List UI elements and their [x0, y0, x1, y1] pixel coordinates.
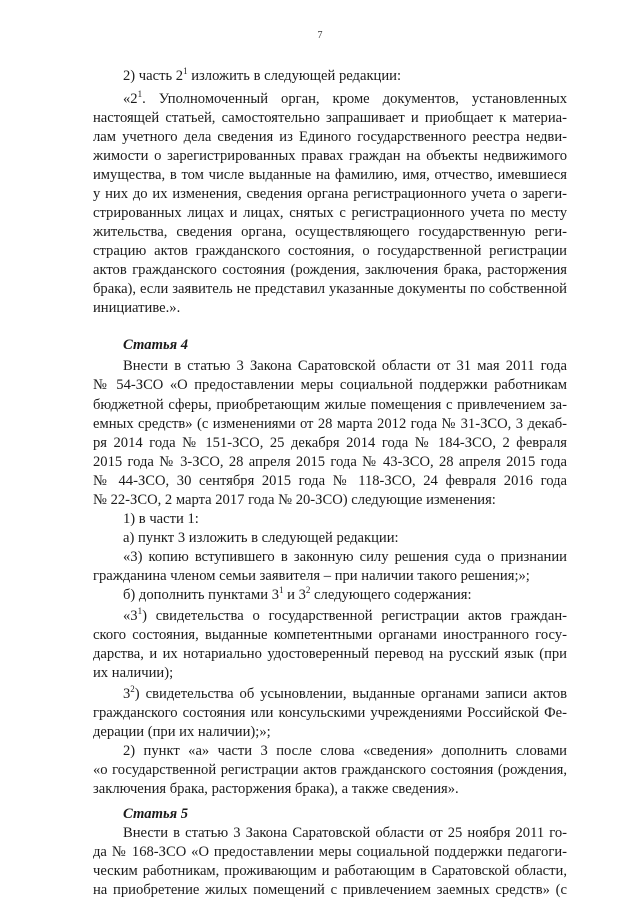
paragraph-line: № 22-ЗСО, 2 марта 2017 года № 20-ЗСО) следующие изменения: — [93, 491, 496, 508]
paragraph-line: на приобретение жилых помещений с привлечением заемных средств» (с — [93, 882, 567, 898]
paragraph-line: № 44-ЗСО, 30 сентября 2015 года № 118-ЗСО, 24 февраля 2016 года — [93, 472, 567, 489]
text: «2 — [123, 90, 138, 107]
superscript: 2 — [130, 683, 135, 694]
paragraph-line: их наличии); — [93, 664, 174, 681]
text: следующего содержания: — [310, 586, 472, 603]
paragraph-line: дарства, и их нотариально удостоверенный перевод на русский язык (при — [93, 645, 567, 662]
text: . Уполномоченный орган, кроме документов, установленных — [142, 90, 567, 107]
page-number: 7 — [317, 30, 323, 41]
paragraph-line: ческим работникам, проживающим и работающим в Саратовской области, — [93, 863, 567, 879]
paragraph-line: 1) в части 1: — [123, 510, 199, 527]
text: изложить в следующей редакции: — [187, 68, 402, 84]
paragraph-line: бюджетной сферы, приобретающим жилые помещения с привлечением за- — [93, 396, 567, 413]
paragraph-line: гражданского состояния или консульскими учреждениями Российской Фе- — [93, 704, 567, 721]
paragraph-line: брака), если заявитель не представил указанные документы по собственной — [93, 281, 567, 298]
superscript: 2 — [305, 584, 311, 595]
text: 3 — [123, 685, 131, 702]
paragraph-line: № 54-ЗСО «О предоставлении меры социальной поддержки работникам — [93, 377, 567, 394]
paragraph-line — [123, 89, 567, 109]
paragraph-line — [123, 684, 567, 704]
paragraph-line: Внести в статью 3 Закона Саратовской области от 25 ноября 2011 го- — [123, 824, 567, 841]
text: ) свидетельства о государственной регистрации актов граждан- — [142, 607, 567, 624]
paragraph-line: заключения брака, расторжения брака), а также сведения». — [93, 781, 459, 798]
paragraph-line: дерации (при их наличии);»; — [93, 724, 271, 740]
paragraph-line: у них до их изменения, сведения органа регистрационного учета о зареги- — [93, 186, 567, 203]
paragraph-line: ского состояния, выданные компетентными органами иностранного госу- — [93, 626, 567, 643]
paragraph-line: настоящей статьей, самостоятельно запрашивает и приобщает к материа- — [93, 109, 567, 126]
paragraph-line — [123, 66, 567, 86]
superscript: 1 — [137, 605, 143, 616]
paragraph-line — [123, 606, 567, 626]
article-5-heading: Статья 5 — [123, 805, 189, 822]
paragraph-line: стрированных лицах и лицах, снятых с регистрационного учета по месту — [93, 205, 567, 222]
paragraph-line: гражданина членом семьи заявителя – при наличии такого решения;»; — [93, 567, 530, 584]
paragraph-line: да № 168-ЗСО «О предоставлении меры социальной поддержки педагоги- — [93, 843, 567, 860]
paragraph-line: ря 2014 года № 151-ЗСО, 25 декабря 2014 года № 184-ЗСО, 2 февраля — [93, 434, 567, 451]
text: 2) часть 2 — [123, 68, 184, 84]
text: «3 — [123, 607, 138, 624]
paragraph-line: «о государственной регистрации актов гражданского состояния (рождения, — [93, 762, 567, 778]
paragraph-line: инициативе.». — [93, 300, 181, 317]
text: ) свидетельства об усыновлении, выданные органами записи актов — [134, 685, 567, 702]
paragraph-line: актов гражданского состояния (рождения, заключения брака, расторжения — [93, 262, 567, 279]
paragraph-line: 2015 года № 3-ЗСО, 28 апреля 2015 года № 43-ЗСО, 28 апреля 2015 года — [93, 453, 567, 470]
superscript: 1 — [137, 88, 143, 99]
text: б) дополнить пунктами 3 — [123, 586, 279, 603]
article-4-heading: Статья 4 — [123, 337, 189, 354]
superscript: 1 — [279, 584, 284, 595]
paragraph-line: «3) копию вступившего в законную силу решения суда о признании — [123, 548, 567, 565]
paragraph-line: а) пункт 3 изложить в следующей редакции: — [123, 529, 399, 546]
superscript: 1 — [183, 66, 188, 76]
paragraph-line: имущества, в том числе выданные на фамилию, имя, отчество, имевшиеся — [93, 167, 567, 183]
paragraph-line — [123, 585, 567, 605]
paragraph-line: 2) пункт «а» части 3 после слова «сведения» дополнить словами — [123, 743, 567, 759]
paragraph-line: страцию актов гражданского состояния, о государственной регистрации — [93, 243, 567, 260]
paragraph-line: лам учетного дела сведения из Единого государственного реестра недви- — [93, 128, 567, 145]
paragraph-line: емных средств» (с изменениями от 28 марта 2012 года № 31-ЗСО, 3 декаб- — [93, 415, 567, 432]
paragraph-line: жимости о зарегистрированных правах граждан на объекты недвижимого — [93, 148, 567, 164]
paragraph-line: Внести в статью 3 Закона Саратовской области от 31 мая 2011 года — [123, 358, 567, 375]
paragraph-line: жительства, сведения органа, осуществляющего государственную реги- — [93, 224, 567, 241]
text: и 3 — [283, 586, 306, 603]
